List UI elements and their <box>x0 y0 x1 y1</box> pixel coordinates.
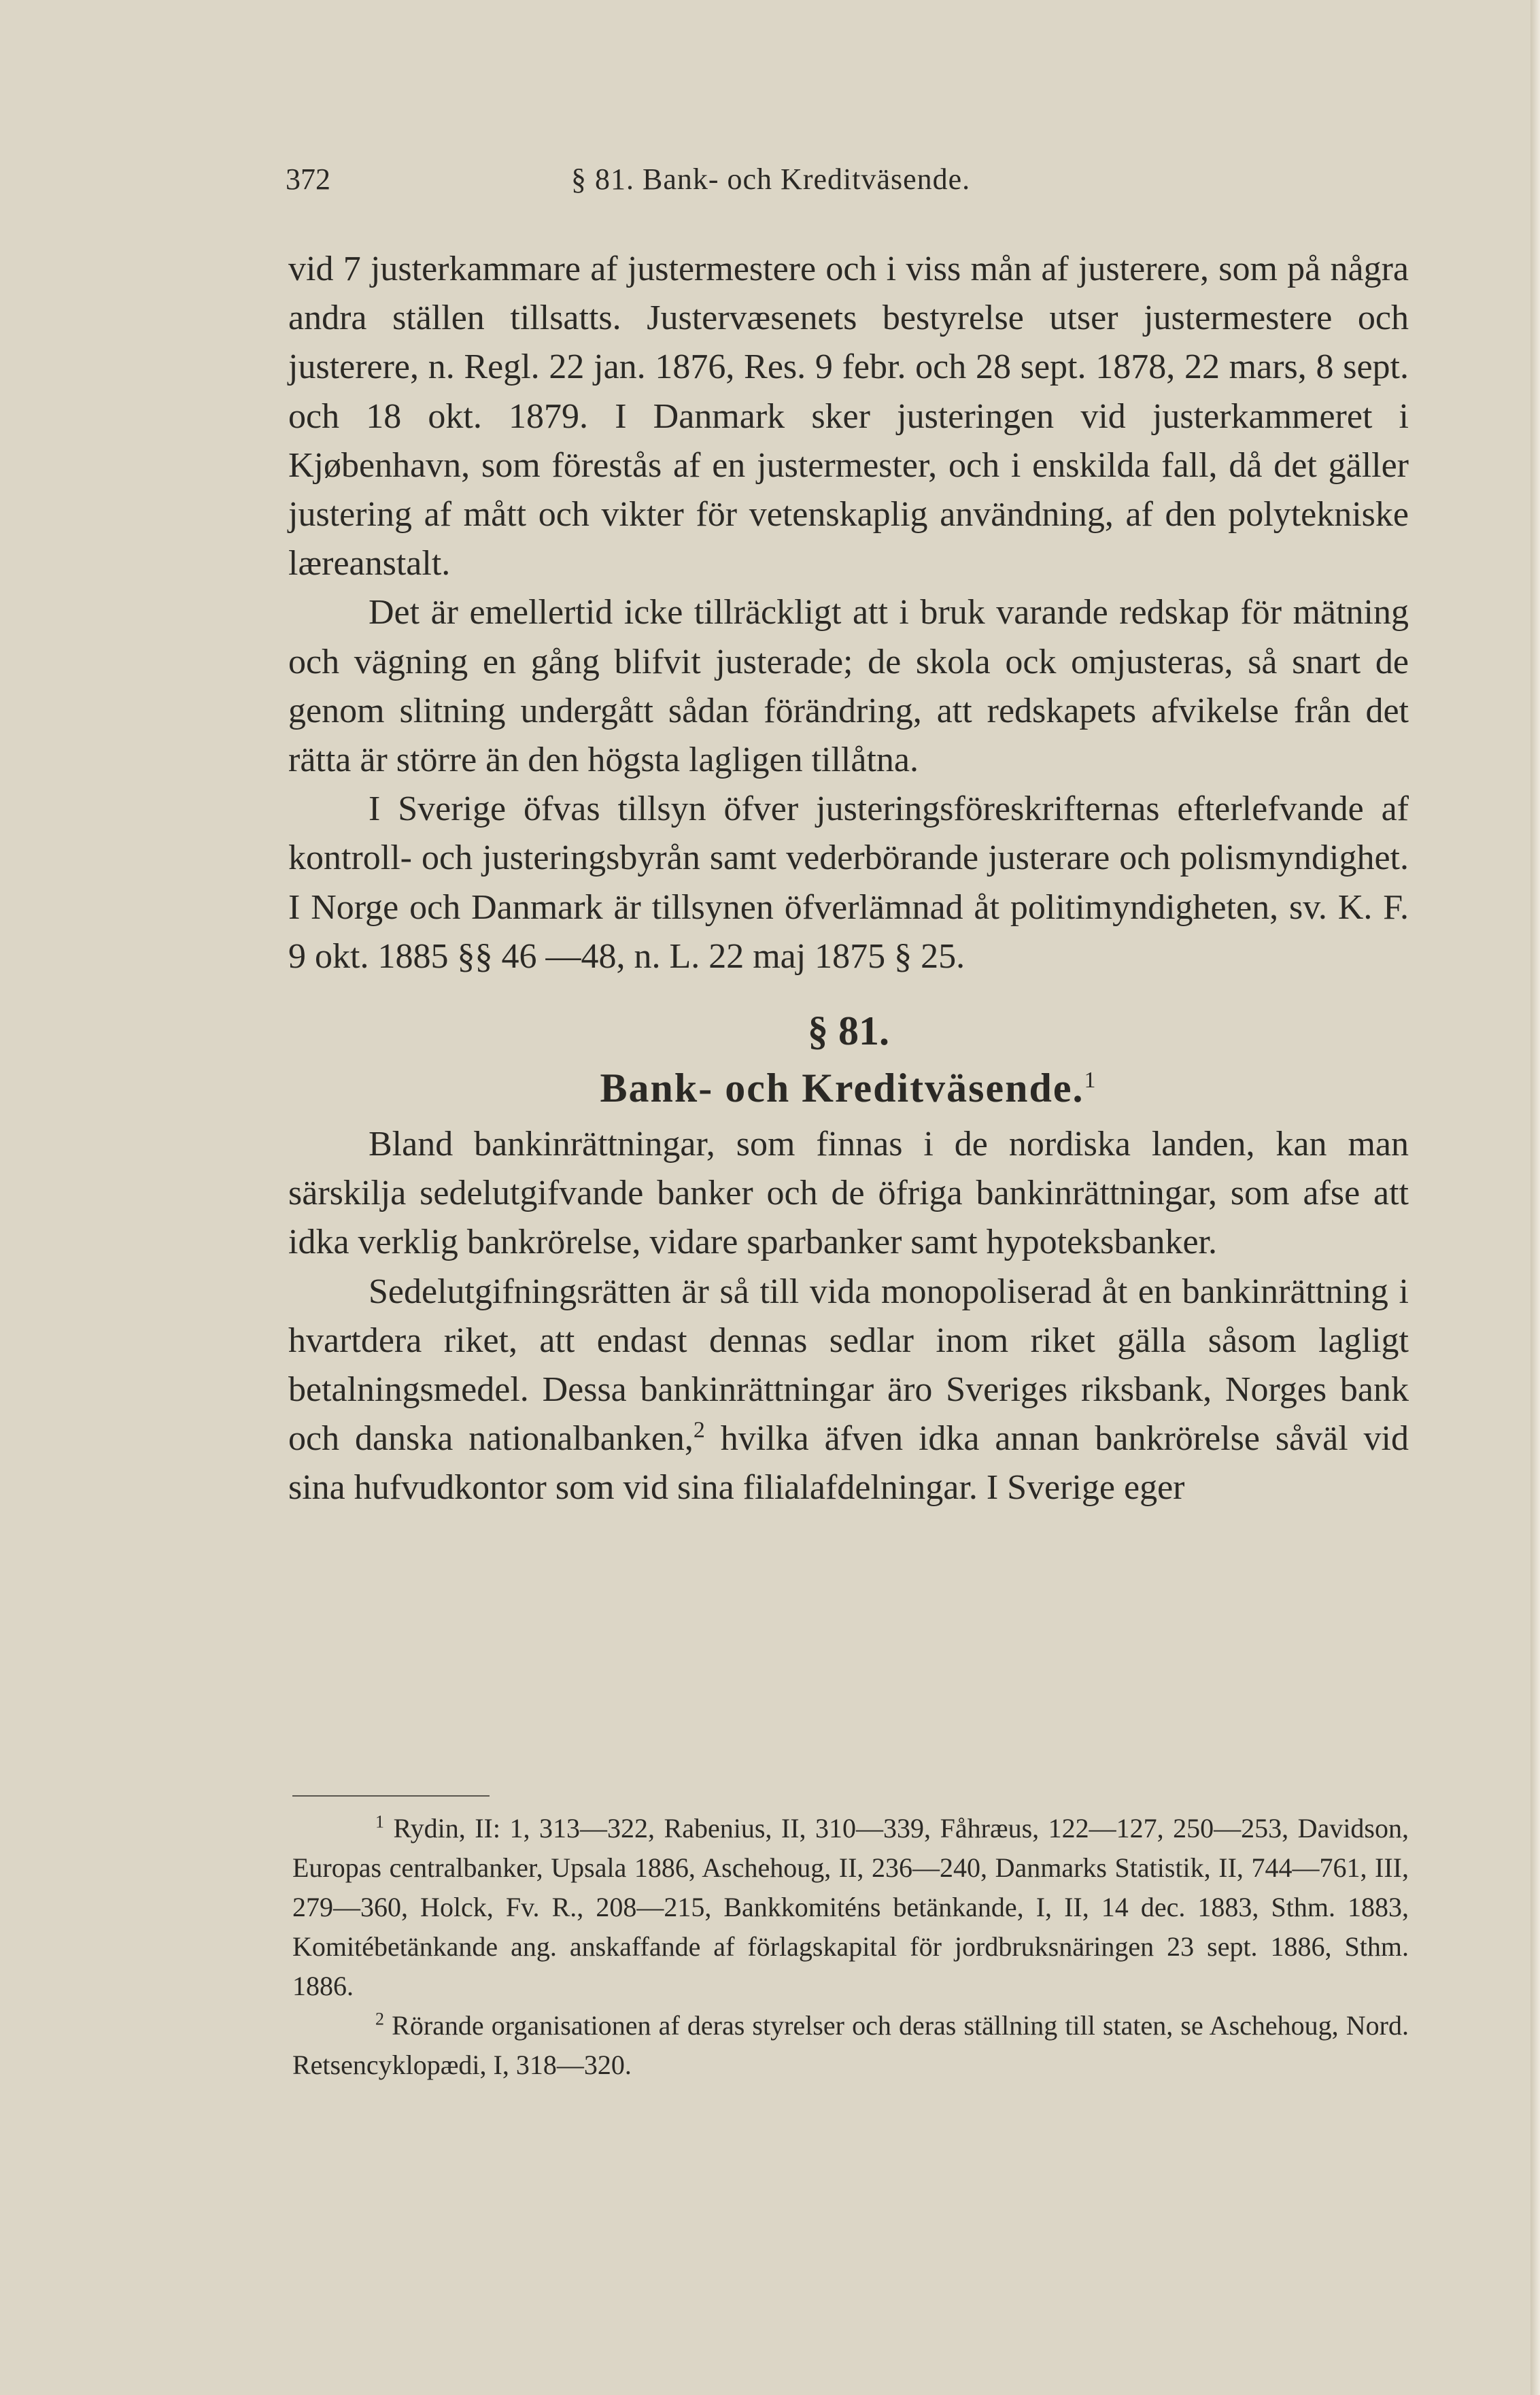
section-title-text: Bank- och Kreditväsende. <box>600 1066 1084 1111</box>
footnotes <box>292 1809 1409 2085</box>
footnote-mark: 1 <box>375 1812 384 1832</box>
paragraph: Det är emellertid icke tillräckligt att i bruk varande redskap för mätning och vägning en gång blifvit justerade; de skola ock omjusteras, så snart de genom slitning undergått sådan förändring, att redskapets afvikelse från det rätta är större än den högsta lagligen tillåtna. <box>288 593 1409 780</box>
section-title <box>288 1060 1409 1116</box>
paragraph-text: Sedelutgifningsrätten är så till vida monopoliserad åt en bankinrättning i hvartdera riket, att endast dennas sedlar inom riket gälla såsom lagligt betalningsmedel. Dessa bankinrättningar äro Sveriges riksbank, Norges bank och danska nationalbanken, <box>288 1272 1409 1459</box>
page-header <box>286 162 1407 209</box>
footnote-mark: 2 <box>375 2009 384 2029</box>
footnote <box>292 1809 1409 2006</box>
footnote-text: Rörande organisationen af deras styrelser och deras ställning till staten, se Aschehoug, Nord. Retsencyklopædi, I, 318—320. <box>292 2010 1409 2080</box>
paragraph: I Sverige öfvas tillsyn öfver justeringsföreskrifternas efterlefvande af kontroll- och justeringsbyrån samt vederbörande justerare och polismyndighet. I Norge och Danmark är tillsynen öfverlämnad åt politimyndigheten, sv. K. F. 9 okt. 1885 §§ 46 —48, n. L. 22 maj 1875 § 25. <box>288 789 1409 976</box>
footnote-text: Rydin, II: 1, 313—322, Rabenius, II, 310—339, Fåhræus, 122—127, 250—253, Davidson, Europas centralbanker, Upsala 1886, Aschehoug, II, 236—240, Danmarks Statistik, II, 744—761, III, 279—360, Holck, Fv. R., 208—215, Bankkomiténs betänkande, I, II, 14 dec. 1883, Sthm. 1883, Komitébetänkande ang. anskaffande af förlagskapital för jordbruksnäringen 23 sept. 1886, Sthm. 1886. <box>292 1813 1409 2001</box>
paragraph <box>288 1268 1409 1513</box>
paragraph: vid 7 justerkammare af justermestere och i viss mån af justerere, som på några andra ställen tillsatts. Justervæsenets bestyrelse utser justermestere och justerere, n. Regl. 22 jan. 1876, Res. 9 febr. och 28 sept. 1878, 22 mars, 8 sept. och 18 okt. 1879. I Danmark sker justeringen vid justerkammeret i Kjøbenhavn, som förestås af en justermester, och i enskilda fall, då det gäller justering af mått och vikter för vetenskaplig användning, af den polytekniske læreanstalt. <box>288 250 1409 583</box>
footnote-mark: 1 <box>1084 1068 1097 1093</box>
page-edge <box>1530 0 1540 2395</box>
running-title: § 81. Bank- och Kreditväsende. <box>571 163 971 196</box>
footnote-rule <box>292 1795 490 1797</box>
main-text <box>288 245 1409 1513</box>
page-number: 372 <box>286 163 330 196</box>
section-number: § 81. <box>808 1008 889 1054</box>
paragraph-text: hvilka äfven idka annan bankrörelse såväl vid sina hufvudkontor som vid sina filialafdelningar. I Sverige eger <box>288 1419 1409 1508</box>
footnote-mark: 2 <box>693 1417 705 1443</box>
paragraph: Bland bankinrättningar, som finnas i de nordiska landen, kan man särskilja sedelutgifvande banker och de öfriga bankinrättningar, som afse att idka verklig bankrörelse, vidare sparbanker samt hypoteksbanker. <box>288 1125 1409 1262</box>
footnote <box>292 2006 1409 2085</box>
